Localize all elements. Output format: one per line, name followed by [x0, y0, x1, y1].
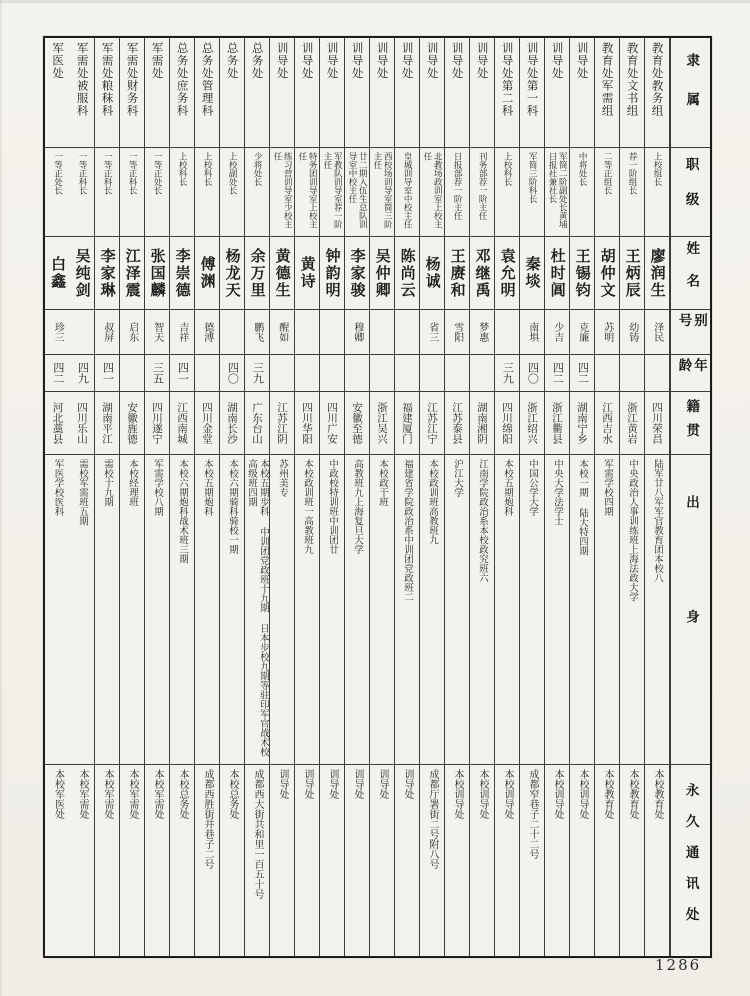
cell-affiliation: 训导处: [345, 38, 369, 148]
cell-affiliation: 训导处: [445, 38, 469, 148]
cell-age: [470, 355, 494, 392]
cell-name: 李崇德: [170, 237, 194, 310]
cell-alias: 吉祥: [170, 310, 194, 355]
cell-rank: 少将处长: [245, 148, 269, 237]
cell-address: 本校教育处: [602, 769, 613, 819]
cell-affiliation: 总务处管理科: [195, 38, 219, 148]
page-number: 1286: [655, 956, 702, 974]
cell-age: 四九: [70, 355, 94, 392]
cell-rank: 军简二阶副处长黄埔日报社兼社长: [545, 148, 569, 237]
cell-rank: 练习营训导室少校主任: [270, 148, 294, 237]
cell-age: 三五: [145, 355, 169, 392]
cell-alias: [320, 310, 344, 355]
cell-age: [595, 355, 619, 392]
cell-age: 四〇: [520, 355, 544, 392]
cell-origin: 本校五期炮科: [495, 455, 519, 765]
cell-address: 本校总务处: [177, 769, 188, 819]
cell-name: 黄德生: [270, 237, 294, 310]
cell-rank: 中将处长: [570, 148, 594, 237]
cell-rank: 廿二期入伍生总队训导室中校主任: [345, 148, 369, 237]
cell-alias: 穆卿: [345, 310, 369, 355]
cell-alias: 泽民: [645, 310, 669, 355]
cell-name: 吴纯剑: [70, 237, 94, 310]
cell-alias: 珍三: [45, 310, 70, 355]
cell-affiliation: 训导处第二科: [495, 38, 519, 148]
cell-origin: 福建省学院政治系中训团党政班二: [395, 455, 419, 765]
person-column: [120, 38, 145, 956]
cell-affiliation: 军医处: [45, 38, 70, 148]
cell-age: [195, 355, 219, 392]
person-column: [445, 38, 470, 956]
cell-alias: [495, 310, 519, 355]
cell-affiliation: 军需处被服科: [70, 38, 94, 148]
row-header-native-place: 籍贯: [671, 392, 710, 455]
cell-native-place: 浙江衢县: [545, 392, 569, 455]
cell-rank: 军教队训导室荐一阶主任: [320, 148, 344, 237]
cell-native-place: 湖南宁乡: [570, 392, 594, 455]
cell-affiliation: 训导处: [370, 38, 394, 148]
cell-alias: 德溥: [195, 310, 219, 355]
person-column: [295, 38, 320, 956]
cell-address: 本校军需处: [127, 769, 138, 819]
cell-address: 本校训导处: [552, 769, 563, 819]
cell-rank: 上校副处长: [220, 148, 244, 237]
cell-age: [645, 355, 669, 392]
cell-alias: [370, 310, 394, 355]
cell-address: 训导处: [327, 769, 338, 799]
cell-rank: 特务团训导室上校主任: [295, 148, 319, 237]
cell-origin: 江南学院政治系本校政究班六: [470, 455, 494, 765]
cell-age: 三九: [495, 355, 519, 392]
cell-affiliation: 总务处: [245, 38, 269, 148]
cell-address: 成都西胜街井巷子二号: [202, 769, 213, 869]
cell-age: [120, 355, 144, 392]
cell-address: 本校军需处: [77, 769, 88, 819]
cell-name: 杜时阊: [545, 237, 569, 310]
cell-rank: 刊务部荐一阶主任: [470, 148, 494, 237]
cell-alias: 梦惠: [470, 310, 494, 355]
cell-age: 三九: [245, 355, 269, 392]
cell-name: 邓继禹: [470, 237, 494, 310]
cell-alias: 幼铸: [620, 310, 644, 355]
cell-native-place: 安徽至德: [345, 392, 369, 455]
person-column: [370, 38, 395, 956]
cell-name: 吴仲卿: [370, 237, 394, 310]
cell-name: 李家骏: [345, 237, 369, 310]
cell-address: 训导处: [277, 769, 288, 799]
cell-alias: 鹏飞: [245, 310, 269, 355]
person-column: [45, 38, 70, 956]
cell-native-place: 河北藁县: [45, 392, 70, 455]
person-column: [570, 38, 595, 956]
cell-name: 白鑫: [45, 237, 70, 310]
cell-name: 袁允明: [495, 237, 519, 310]
cell-alias: 叔屏: [95, 310, 119, 355]
scan-artifact-top: [0, 0, 750, 3]
person-column: [95, 38, 120, 956]
cell-origin: 军需学校八期: [145, 455, 169, 765]
cell-alias: 雪阳: [445, 310, 469, 355]
cell-native-place: 江苏江宁: [420, 392, 444, 455]
cell-origin: 高教班九上海复旦大学: [345, 455, 369, 765]
cell-age: 四二: [545, 355, 569, 392]
cell-rank: 一等正科长: [95, 148, 119, 237]
cell-origin: 中政校特训班中训团廿: [320, 455, 344, 765]
row-header-alias: 别号: [671, 310, 710, 355]
cell-origin: 军医学校医科: [45, 455, 70, 765]
cell-age: [270, 355, 294, 392]
cell-native-place: 福建厦门: [395, 392, 419, 455]
cell-origin: 中央政治人事训练班上海法政大学: [620, 455, 644, 765]
cell-origin: 本校六期骑科骑校一期: [220, 455, 244, 765]
cell-address: 本校军需处: [152, 769, 163, 819]
person-column: [470, 38, 495, 956]
cell-age: [370, 355, 394, 392]
cell-address: 本校教育处: [652, 769, 663, 819]
cell-origin: 沪江大学: [445, 455, 469, 765]
person-column: [645, 38, 670, 956]
cell-alias: 醒如: [270, 310, 294, 355]
cell-address: 本校训导处: [577, 769, 588, 819]
cell-alias: [295, 310, 319, 355]
person-column: [195, 38, 220, 956]
cell-alias: 苏明: [595, 310, 619, 355]
cell-native-place: 浙江黄岩: [620, 392, 644, 455]
cell-age: [320, 355, 344, 392]
cell-rank: 西校场训导室简三阶主任: [370, 148, 394, 237]
cell-alias: 省三: [420, 310, 444, 355]
row-header-rank: 职级: [671, 148, 710, 237]
cell-name: 傅渊: [195, 237, 219, 310]
cell-address: 本校训导处: [502, 769, 513, 819]
cell-address: 本校军需处: [102, 769, 113, 819]
cell-native-place: 广东台山: [245, 392, 269, 455]
cell-origin: 本校五期炮科: [195, 455, 219, 765]
cell-name: 王赓和: [445, 237, 469, 310]
person-column: [270, 38, 295, 956]
cell-origin: 需校十九期: [95, 455, 119, 765]
cell-affiliation: 教育处军需组: [595, 38, 619, 148]
person-column: [245, 38, 270, 956]
cell-native-place: 四川荣昌: [645, 392, 669, 455]
cell-origin: 中央大学法学士: [545, 455, 569, 765]
person-column: [70, 38, 95, 956]
cell-rank: 一等正处长: [45, 148, 70, 237]
cell-address: 本校训导处: [452, 769, 463, 819]
cell-rank: 荐一阶组长: [620, 148, 644, 237]
cell-affiliation: 教育处文书组: [620, 38, 644, 148]
person-column: [345, 38, 370, 956]
row-header-address: 永久通讯处: [682, 782, 699, 939]
scan-artifact-left: [0, 0, 2, 996]
cell-origin: 苏州美专: [270, 455, 294, 765]
cell-age: [445, 355, 469, 392]
cell-origin: 本校政训班高教班九: [420, 455, 444, 765]
cell-address: 训导处: [302, 769, 313, 799]
cell-affiliation: 教育处教务组: [645, 38, 669, 148]
person-column: [170, 38, 195, 956]
cell-rank: 上校科长: [195, 148, 219, 237]
cell-origin: 本校经理班: [120, 455, 144, 765]
cell-origin: 军需学校四期: [595, 455, 619, 765]
cell-native-place: 四川遂宁: [145, 392, 169, 455]
cell-address: 训导处: [352, 769, 363, 799]
cell-affiliation: 训导处: [470, 38, 494, 148]
cell-age: [345, 355, 369, 392]
cell-affiliation: 总务处: [220, 38, 244, 148]
cell-name: 杨龙天: [220, 237, 244, 310]
cell-address: 训导处: [377, 769, 388, 799]
cell-age: [395, 355, 419, 392]
cell-address: 成都西大街共和里一百五十号: [252, 769, 263, 899]
cell-rank: 军简三阶科长: [520, 148, 544, 237]
cell-age: [295, 355, 319, 392]
cell-name: 王炳辰: [620, 237, 644, 310]
row-header-origin: 出身: [671, 455, 710, 765]
cell-alias: [70, 310, 94, 355]
cell-name: 廖润生: [645, 237, 669, 310]
cell-origin: 本校六期炮科战术班三期: [170, 455, 194, 765]
cell-native-place: 湖南平江: [95, 392, 119, 455]
cell-address: 本校教育处: [627, 769, 638, 819]
cell-rank: 日报部荐一阶主任: [445, 148, 469, 237]
cell-origin: 本校一期 陆大特四期: [570, 455, 594, 765]
cell-affiliation: 训导处: [270, 38, 294, 148]
cell-name: 余万里: [245, 237, 269, 310]
cell-age: 四一: [170, 355, 194, 392]
cell-native-place: 四川乐山: [70, 392, 94, 455]
row-header-name: 姓名: [671, 237, 710, 310]
row-header-affiliation: 隶属: [671, 38, 710, 148]
cell-affiliation: 训导处: [320, 38, 344, 148]
personnel-table: [43, 36, 712, 958]
cell-origin: 陆军廿八军军官教育团本校八: [645, 455, 669, 765]
cell-age: 四二: [45, 355, 70, 392]
cell-affiliation: 训导处: [295, 38, 319, 148]
cell-affiliation: 训导处: [395, 38, 419, 148]
cell-name: 张国麟: [145, 237, 169, 310]
cell-affiliation: 训导处: [545, 38, 569, 148]
cell-name: 王锡钧: [570, 237, 594, 310]
cell-affiliation: 总务处庶务科: [170, 38, 194, 148]
cell-age: 四二: [570, 355, 594, 392]
cell-age: [620, 355, 644, 392]
person-column: [595, 38, 620, 956]
cell-rank: 一等正科长: [70, 148, 94, 237]
cell-rank: 一等正科长: [120, 148, 144, 237]
cell-native-place: 四川绵阳: [495, 392, 519, 455]
cell-native-place: 江西吉水: [595, 392, 619, 455]
cell-address: 成都窄巷子二十二号: [527, 769, 538, 859]
cell-rank: 皇城训导室中校主任: [395, 148, 419, 237]
cell-native-place: 江苏江阴: [270, 392, 294, 455]
cell-alias: [220, 310, 244, 355]
cell-address: 训导处: [402, 769, 413, 799]
cell-rank: 上校组长: [645, 148, 669, 237]
cell-origin: 本校五期步科 中训团党政班十九期 日本步校九期等驻印军官战术校高级班四期: [245, 455, 269, 765]
cell-alias: 智天: [145, 310, 169, 355]
cell-address: 本校总务处: [227, 769, 238, 819]
cell-address: 本校军医处: [52, 769, 64, 819]
cell-name: 秦埮: [520, 237, 544, 310]
person-column: [520, 38, 545, 956]
cell-native-place: 湖南湘阴: [470, 392, 494, 455]
cell-origin: 本校政干班: [370, 455, 394, 765]
person-column: [145, 38, 170, 956]
cell-native-place: 江苏泰县: [445, 392, 469, 455]
person-column: [495, 38, 520, 956]
cell-rank: 北教场政训室上校主任: [420, 148, 444, 237]
cell-alias: [395, 310, 419, 355]
cell-age: 四〇: [220, 355, 244, 392]
person-column: [220, 38, 245, 956]
cell-rank: 二等正组长: [595, 148, 619, 237]
cell-age: [420, 355, 444, 392]
cell-affiliation: 军需处粮秣科: [95, 38, 119, 148]
cell-native-place: 安徽旌德: [120, 392, 144, 455]
cell-native-place: 四川金堂: [195, 392, 219, 455]
cell-native-place: 四川广安: [320, 392, 344, 455]
cell-name: 李家琳: [95, 237, 119, 310]
row-header-age: 年龄: [671, 355, 710, 392]
cell-alias: 启东: [120, 310, 144, 355]
cell-native-place: 浙江吴兴: [370, 392, 394, 455]
cell-rank: 一等正处长: [145, 148, 169, 237]
cell-native-place: 四川华阳: [295, 392, 319, 455]
cell-address: 本校训导处: [477, 769, 488, 819]
cell-name: 江泽震: [120, 237, 144, 310]
table-columns: [45, 38, 670, 956]
header-column: [670, 38, 710, 956]
person-column: [620, 38, 645, 956]
cell-native-place: 江西南城: [170, 392, 194, 455]
person-column: [545, 38, 570, 956]
cell-address: 成都厅署街二号附八号: [427, 769, 438, 869]
cell-rank: 上校科长: [495, 148, 519, 237]
cell-name: 杨诚: [420, 237, 444, 310]
cell-alias: 少吉: [545, 310, 569, 355]
cell-affiliation: 军需处财务科: [120, 38, 144, 148]
cell-origin: 需校军需班五期: [70, 455, 94, 765]
cell-native-place: 湖南长沙: [220, 392, 244, 455]
person-column: [320, 38, 345, 956]
cell-affiliation: 军需处: [145, 38, 169, 148]
cell-name: 钟韵明: [320, 237, 344, 310]
cell-origin: 中国公学大学: [520, 455, 544, 765]
cell-alias: 克廉: [570, 310, 594, 355]
cell-affiliation: 训导处第一科: [520, 38, 544, 148]
cell-affiliation: 训导处: [570, 38, 594, 148]
cell-rank: 上校科长: [170, 148, 194, 237]
cell-native-place: 浙江绍兴: [520, 392, 544, 455]
cell-name: 陈尚云: [395, 237, 419, 310]
person-column: [420, 38, 445, 956]
cell-age: 四一: [95, 355, 119, 392]
cell-name: 黄诗: [295, 237, 319, 310]
cell-affiliation: 训导处: [420, 38, 444, 148]
cell-origin: 本校政训班一高教班九: [295, 455, 319, 765]
cell-alias: 南埧: [520, 310, 544, 355]
person-column: [395, 38, 420, 956]
cell-name: 胡仲文: [595, 237, 619, 310]
